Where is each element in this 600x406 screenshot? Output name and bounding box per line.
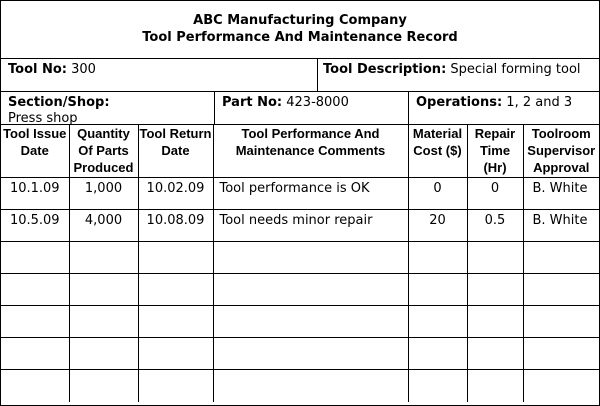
issue-date-cell: 10.1.09 — [1, 178, 69, 210]
approval-cell — [523, 242, 599, 274]
approval-cell — [523, 306, 599, 338]
repair-time-cell: 0.5 — [467, 210, 523, 242]
part-no-field — [214, 92, 408, 124]
operations-value: 1, 2 and 3 — [506, 95, 573, 110]
record-table — [1, 125, 599, 402]
quantity-cell — [69, 338, 138, 370]
quantity-cell — [69, 242, 138, 274]
repair-time-cell — [467, 306, 523, 338]
part-no-label: Part No: — [222, 95, 283, 110]
comments-cell — [213, 274, 408, 306]
tool-no-field — [1, 59, 317, 91]
issue-date-cell — [1, 242, 69, 274]
part-info-row — [1, 92, 599, 125]
approval-cell — [523, 370, 599, 402]
approval-cell — [523, 338, 599, 370]
quantity-cell — [69, 370, 138, 402]
tool-description-label: Tool Description: — [323, 62, 447, 77]
approval-cell: B. White — [523, 210, 599, 242]
material-cost-cell: 0 — [408, 178, 467, 210]
return-date-cell — [138, 306, 213, 338]
material-cost-cell — [408, 338, 467, 370]
issue-date-cell: 10.5.09 — [1, 210, 69, 242]
material-cost-cell — [408, 242, 467, 274]
approval-cell — [523, 274, 599, 306]
section-field — [1, 92, 214, 124]
tool-description-field — [317, 59, 599, 91]
return-date-cell — [138, 338, 213, 370]
comments-cell — [213, 338, 408, 370]
quantity-cell — [69, 274, 138, 306]
quantity-cell — [69, 306, 138, 338]
material-cost-cell — [408, 370, 467, 402]
col-supervisor-approval: Toolroom Supervisor Approval — [523, 125, 599, 178]
operations-field — [408, 92, 599, 124]
part-no-value: 423-8000 — [286, 95, 349, 110]
table-row — [1, 306, 599, 338]
return-date-cell: 10.08.09 — [138, 210, 213, 242]
repair-time-cell — [467, 274, 523, 306]
comments-cell — [213, 306, 408, 338]
issue-date-cell — [1, 274, 69, 306]
material-cost-cell — [408, 274, 467, 306]
return-date-cell — [138, 274, 213, 306]
material-cost-cell: 20 — [408, 210, 467, 242]
form-header — [1, 1, 599, 59]
comments-cell: Tool performance is OK — [213, 178, 408, 210]
col-material-cost: Material Cost ($) — [408, 125, 467, 178]
issue-date-cell — [1, 306, 69, 338]
repair-time-cell — [467, 242, 523, 274]
col-quantity-produced: Quantity Of Parts Produced — [69, 125, 138, 178]
repair-time-cell — [467, 338, 523, 370]
col-tool-issue-date: Tool Issue Date — [1, 125, 69, 178]
col-repair-time: Repair Time (Hr) — [467, 125, 523, 178]
repair-time-cell — [467, 370, 523, 402]
table-row — [1, 242, 599, 274]
material-cost-cell — [408, 306, 467, 338]
table-row — [1, 178, 599, 210]
table-header-row — [1, 125, 599, 178]
repair-time-cell: 0 — [467, 178, 523, 210]
tool-description-value: Special forming tool — [450, 62, 581, 77]
issue-date-cell — [1, 338, 69, 370]
table-row — [1, 210, 599, 242]
tool-info-row — [1, 59, 599, 92]
quantity-cell: 1,000 — [69, 178, 138, 210]
table-row — [1, 274, 599, 306]
tool-no-label: Tool No: — [8, 62, 67, 77]
col-comments: Tool Performance And Maintenance Comments — [213, 125, 408, 178]
comments-cell — [213, 370, 408, 402]
return-date-cell — [138, 242, 213, 274]
comments-cell: Tool needs minor repair — [213, 210, 408, 242]
comments-cell — [213, 242, 408, 274]
approval-cell: B. White — [523, 178, 599, 210]
return-date-cell — [138, 370, 213, 402]
tool-no-value: 300 — [71, 62, 96, 77]
company-name: ABC Manufacturing Company — [193, 13, 407, 28]
col-tool-return-date: Tool Return Date — [138, 125, 213, 178]
table-row — [1, 338, 599, 370]
section-label: Section/Shop: — [8, 95, 110, 110]
table-row — [1, 370, 599, 402]
issue-date-cell — [1, 370, 69, 402]
operations-label: Operations: — [416, 95, 503, 110]
return-date-cell: 10.02.09 — [138, 178, 213, 210]
section-value: Press shop — [8, 111, 78, 126]
quantity-cell: 4,000 — [69, 210, 138, 242]
form-title: Tool Performance And Maintenance Record — [142, 30, 458, 45]
